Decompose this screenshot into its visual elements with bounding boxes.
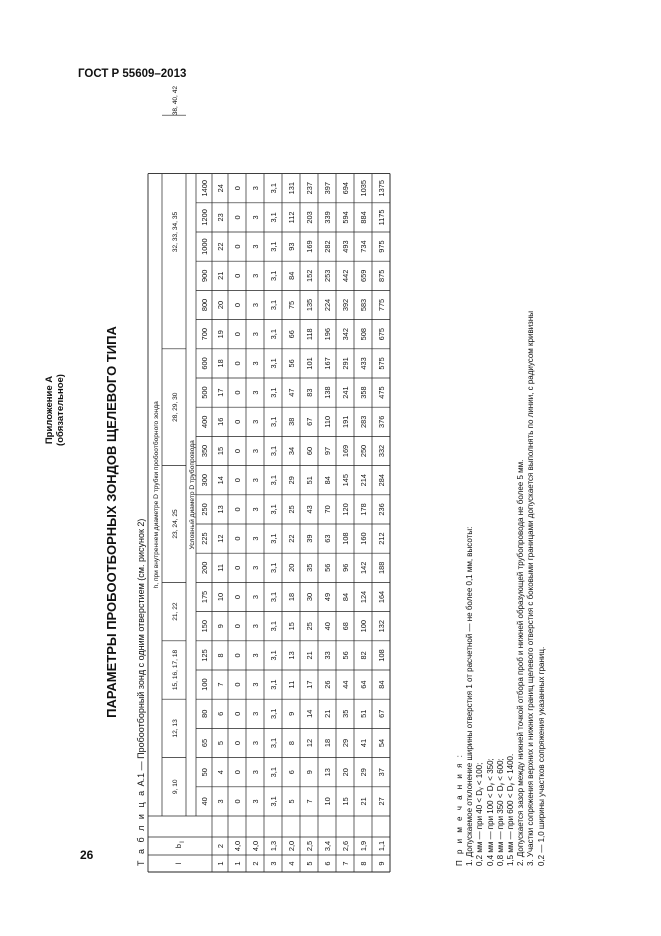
column-index: 14 [216, 476, 225, 485]
cell-value: 84 [341, 592, 350, 602]
row-number: 4 [287, 861, 296, 866]
cell-value: 132 [377, 620, 386, 633]
cell-value: 3 [251, 478, 260, 483]
cell-value: 13 [323, 768, 332, 777]
note-line: 0,8 мм — при 350 < Dᵧ < 600; [495, 758, 505, 866]
cell-value: 3 [251, 448, 260, 454]
dn-group-label: 28, 29, 30 [172, 392, 179, 422]
cell-value: 3 [251, 565, 260, 570]
cell-value: 975 [377, 240, 386, 253]
cell-value: 3 [251, 302, 260, 308]
dn-value: 900 [200, 269, 209, 282]
dn-group-label: 12, 13 [172, 719, 179, 738]
dn-group-label: 15, 16, 17, 18 [172, 649, 179, 691]
cell-value: 40 [323, 622, 332, 631]
column-index: 9 [216, 624, 225, 629]
cell-value: 3 [251, 682, 260, 687]
caption-text: А.1 — Пробоотборный зонд с одним отверстием (см. рисунок 2) [136, 518, 146, 789]
cell-value: 44 [341, 680, 350, 689]
cell-value: 49 [323, 592, 332, 602]
dn-group-label: 23, 24, 25 [172, 509, 179, 539]
cell-value: 112 [287, 211, 296, 224]
cell-value: 21 [305, 651, 314, 660]
column-b-subscript: l [179, 841, 186, 843]
dn-value: 40 [200, 797, 209, 806]
cell-value: 253 [323, 269, 332, 282]
cell-value: 14 [305, 709, 314, 718]
cell-value: 0 [233, 653, 242, 658]
cell-value: 17 [305, 680, 314, 689]
row-number: 7 [341, 861, 350, 866]
dn-value: 100 [200, 678, 209, 691]
cell-value: 3,1 [269, 241, 278, 252]
cell-value: 83 [305, 388, 314, 397]
cell-value: 433 [359, 357, 368, 370]
cell-value: 75 [287, 300, 296, 310]
page-number: 26 [80, 848, 94, 862]
dn-group-label: 38, 40, 42 [172, 85, 179, 116]
column-index: 23 [216, 213, 225, 222]
notes-heading: П р и м е ч а н и я : [455, 753, 464, 866]
row-number: 5 [305, 861, 314, 866]
cell-value: 93 [287, 242, 296, 251]
cell-value: 20 [287, 563, 296, 572]
cell-value: 3,1 [269, 796, 278, 807]
cell-value: 9 [305, 770, 314, 775]
cell-value: 3 [251, 361, 260, 366]
cell-value: 3,1 [269, 270, 278, 281]
cell-value: 70 [323, 505, 332, 514]
cell-value: 29 [359, 768, 368, 777]
dn-value: 800 [200, 298, 209, 312]
row-b-value: 2,6 [341, 840, 350, 852]
cell-value: 376 [377, 415, 386, 428]
cell-value: 3 [251, 711, 260, 716]
cell-value: 3,1 [269, 737, 278, 749]
group-header: h, при внутреннем диаметре D трубки пробоотборного зонда [153, 401, 160, 589]
cell-value: 0 [233, 799, 242, 804]
cell-value: 51 [359, 709, 368, 718]
cell-value: 3,1 [269, 329, 278, 340]
cell-value: 56 [341, 651, 350, 660]
cell-value: 39 [305, 534, 314, 543]
row-number: 9 [377, 861, 386, 866]
row-b-value: 1,1 [377, 840, 386, 852]
cell-value: 67 [377, 709, 386, 718]
cell-value: 33 [323, 651, 332, 660]
cell-value: 214 [359, 474, 368, 487]
cell-value: 493 [341, 240, 350, 253]
dn-value: 400 [200, 415, 209, 428]
cell-value: 283 [359, 415, 368, 428]
cell-value: 3 [251, 215, 260, 220]
note-line: 3. Участки сопряжения верхних и нижних границ щелевого отверстия с боковыми границами допускается выполнять по линии, с радиусом кривизны [526, 310, 536, 866]
rotated-content [104, 85, 546, 872]
note-line: 1,5 мм — при 600 < Dᵧ < 1400. [506, 753, 516, 866]
cell-value: 0 [233, 302, 242, 308]
column-index: 19 [216, 330, 225, 339]
cell-value: 3,1 [269, 679, 278, 690]
cell-value: 35 [305, 563, 314, 572]
dn-value: 500 [200, 386, 209, 399]
cell-value: 3 [251, 244, 260, 249]
column-index: 8 [216, 653, 225, 658]
cell-value: 282 [323, 240, 332, 253]
cell-value: 43 [305, 505, 314, 514]
cell-value: 25 [287, 505, 296, 514]
note-line: 1. Допускаемое отклонение ширины отверстия 1 от расчетной — не более 0,1 мм, высоты: [465, 526, 475, 866]
column-index: 6 [216, 711, 225, 716]
cell-value: 358 [359, 386, 368, 399]
cell-value: 110 [323, 415, 332, 428]
dn-group-label: 21, 22 [172, 602, 179, 621]
cell-value: 60 [305, 446, 314, 456]
cell-value: 659 [359, 269, 368, 282]
column-index: 16 [216, 417, 225, 426]
cell-value: 56 [323, 563, 332, 572]
cell-value: 138 [323, 386, 332, 399]
page-title: ПАРАМЕТРЫ ПРОБООТБОРНЫХ ЗОНДОВ ЩЕЛЕВОГО ТИПА [104, 326, 119, 718]
cell-value: 250 [359, 444, 368, 458]
cell-value: 236 [377, 503, 386, 516]
cell-value: 212 [377, 532, 386, 545]
cell-value: 0 [233, 448, 242, 454]
cell-value: 13 [287, 651, 296, 660]
cell-value: 224 [323, 298, 332, 312]
dn-value: 65 [200, 738, 209, 748]
cell-value: 64 [359, 680, 368, 689]
column-index: 24 [216, 184, 225, 193]
dn-value: 1200 [200, 209, 209, 226]
cell-value: 3 [251, 624, 260, 629]
cell-value: 135 [305, 298, 314, 312]
cell-value: 9 [287, 711, 296, 716]
cell-value: 108 [377, 649, 386, 662]
cell-value: 6 [287, 770, 296, 775]
cell-value: 54 [377, 738, 386, 748]
cell-value: 397 [323, 182, 332, 195]
cell-value: 3,1 [269, 504, 278, 515]
row-b-value: 4,0 [233, 840, 242, 852]
cell-value: 3 [251, 390, 260, 395]
cell-value: 3 [251, 419, 260, 424]
cell-value: 3 [251, 273, 260, 278]
row-b-value: 2,5 [305, 840, 314, 852]
cell-value: 237 [305, 182, 314, 195]
cell-value: 84 [377, 680, 386, 689]
cell-value: 0 [233, 273, 242, 278]
column-index: 2 [216, 843, 225, 849]
cell-value: 575 [377, 357, 386, 370]
column-index: 20 [216, 300, 225, 310]
cell-value: 3,1 [269, 212, 278, 223]
cell-value: 37 [377, 768, 386, 777]
row-number: 1 [233, 861, 242, 866]
dn-value: 350 [200, 444, 209, 458]
cell-value: 0 [233, 361, 242, 366]
note-line: 0,2 мм — при 40 < Dᵧ < 100; [475, 762, 485, 866]
dn-value: 80 [200, 709, 209, 718]
cell-value: 27 [377, 797, 386, 806]
cell-value: 3,1 [269, 387, 278, 398]
cell-value: 7 [305, 799, 314, 804]
column-index: 17 [216, 388, 225, 397]
cell-value: 12 [305, 738, 314, 748]
column-index: 5 [216, 740, 225, 746]
cell-value: 3 [251, 536, 260, 541]
dn-value: 250 [200, 503, 209, 516]
cell-value: 675 [377, 328, 386, 341]
column-index: 3 [216, 799, 225, 804]
cell-value: 26 [323, 680, 332, 689]
cell-value: 51 [305, 476, 314, 485]
caption-prefix: Т а б л и ц а [136, 788, 146, 866]
cell-value: 3 [251, 332, 260, 337]
dn-value: 1400 [200, 179, 209, 197]
cell-value: 694 [341, 182, 350, 195]
cell-value: 18 [287, 592, 296, 602]
cell-value: 3 [251, 799, 260, 804]
cell-value: 284 [377, 474, 386, 487]
cell-value: 47 [287, 388, 296, 397]
cell-value: 3,1 [269, 708, 278, 719]
cell-value: 0 [233, 536, 242, 541]
dn-value: 175 [200, 590, 209, 604]
cell-value: 508 [359, 328, 368, 341]
note-line: 0,4 мм — при 100 < Dᵧ < 350; [485, 758, 495, 866]
column-l-label: l [174, 862, 183, 865]
document-header: ГОСТ Р 55609–2013 [78, 68, 187, 80]
cell-value: 3,1 [269, 416, 278, 427]
cell-value: 291 [341, 357, 350, 370]
column-index: 18 [216, 359, 225, 368]
cell-value: 56 [287, 359, 296, 368]
column-index: 10 [216, 592, 225, 602]
cell-value: 196 [323, 328, 332, 341]
cell-value: 392 [341, 298, 350, 312]
cell-value: 0 [233, 565, 242, 570]
cell-value: 0 [233, 507, 242, 512]
cell-value: 3,1 [269, 650, 278, 661]
cell-value: 84 [323, 476, 332, 485]
dn-value: 125 [200, 649, 209, 662]
cell-value: 775 [377, 298, 386, 312]
dn-value: 225 [200, 532, 209, 545]
column-index: 22 [216, 242, 225, 251]
column-index: 21 [216, 271, 225, 280]
appendix-block [44, 350, 66, 470]
cell-value: 0 [233, 682, 242, 687]
row-b-value: 4,0 [251, 840, 260, 852]
row-b-value: 1,9 [359, 840, 368, 852]
cell-value: 118 [305, 328, 314, 341]
cell-value: 3,1 [269, 475, 278, 486]
cell-value: 0 [233, 419, 242, 424]
cell-value: 38 [287, 417, 296, 426]
cell-value: 875 [377, 269, 386, 282]
row-number: 2 [251, 861, 260, 866]
cell-value: 3 [251, 740, 260, 746]
cell-value: 203 [305, 211, 314, 224]
cell-value: 18 [323, 738, 332, 748]
cell-value: 25 [305, 622, 314, 631]
cell-value: 0 [233, 711, 242, 716]
cell-value: 82 [359, 651, 368, 660]
cell-value: 108 [341, 532, 350, 545]
table-caption [136, 519, 146, 866]
cell-value: 152 [305, 269, 314, 282]
cell-value: 29 [341, 738, 350, 748]
cell-value: 3 [251, 770, 260, 775]
cell-value: 124 [359, 590, 368, 604]
cell-value: 21 [323, 709, 332, 718]
cell-value: 0 [233, 215, 242, 220]
cell-value: 96 [341, 563, 350, 572]
cell-value: 142 [359, 561, 368, 574]
cell-value: 3 [251, 186, 260, 191]
cell-value: 442 [341, 269, 350, 282]
cell-value: 3,1 [269, 299, 278, 311]
cell-value: 3,1 [269, 533, 278, 544]
row-number: 8 [359, 861, 368, 866]
cell-value: 101 [305, 357, 314, 370]
row-number: 6 [323, 861, 332, 866]
cell-value: 34 [287, 446, 296, 456]
cell-value: 164 [377, 590, 386, 604]
dn-value: 150 [200, 620, 209, 633]
cell-value: 339 [323, 211, 332, 224]
cell-value: 120 [341, 503, 350, 516]
cell-value: 15 [341, 797, 350, 806]
cell-value: 22 [287, 534, 296, 543]
cell-value: 169 [341, 444, 350, 458]
note-line: 0,2 — 1,0 ширины участков сопряжения указанных границ. [536, 646, 546, 866]
cell-value: 0 [233, 624, 242, 629]
cell-value: 30 [305, 592, 314, 602]
cell-value: 8 [287, 740, 296, 746]
cell-value: 1035 [359, 179, 368, 197]
cell-value: 41 [359, 738, 368, 748]
cell-value: 67 [305, 417, 314, 426]
row-b-value: 1,3 [269, 840, 278, 852]
dn-value: 1000 [200, 238, 209, 255]
column-b-label: b [174, 843, 183, 849]
cell-value: 68 [341, 622, 350, 631]
row-b-value: 2,0 [287, 840, 296, 852]
cell-value: 0 [233, 594, 242, 600]
cell-value: 167 [323, 357, 332, 370]
cell-value: 1175 [377, 209, 386, 226]
cell-value: 0 [233, 770, 242, 775]
cell-value: 342 [341, 328, 350, 341]
cell-value: 160 [359, 532, 368, 545]
dn-value: 50 [200, 768, 209, 777]
appendix-title: Приложение А [44, 375, 55, 445]
cell-value: 191 [341, 415, 350, 428]
cell-value: 734 [359, 240, 368, 253]
cell-value: 3 [251, 594, 260, 600]
cell-value: 63 [323, 534, 332, 543]
cell-value: 3,1 [269, 591, 278, 603]
cell-value: 3,1 [269, 767, 278, 778]
cell-value: 29 [287, 476, 296, 485]
cell-value: 3,1 [269, 621, 278, 632]
dn-value: 200 [200, 561, 209, 574]
cell-value: 145 [341, 474, 350, 487]
cell-value: 188 [377, 561, 386, 574]
sub-header: Условный диаметр D трубопровода [189, 440, 196, 550]
cell-value: 84 [287, 271, 296, 280]
cell-value: 3,1 [269, 183, 278, 194]
cell-value: 97 [323, 446, 332, 456]
cell-value: 475 [377, 386, 386, 399]
cell-value: 66 [287, 330, 296, 339]
cell-value: 3,1 [269, 562, 278, 573]
dn-value: 700 [200, 328, 209, 341]
column-index: 15 [216, 446, 225, 456]
cell-value: 583 [359, 298, 368, 312]
dn-value: 300 [200, 474, 209, 487]
dn-group-label: 32, 33, 34, 35 [172, 211, 179, 253]
dn-value: 600 [200, 357, 209, 370]
cell-value: 1375 [377, 179, 386, 197]
column-index: 11 [216, 563, 225, 572]
cell-value: 100 [359, 620, 368, 633]
row-number: 3 [269, 861, 278, 866]
cell-value: 0 [233, 186, 242, 191]
column-index: 1 [216, 861, 225, 866]
cell-value: 11 [287, 680, 296, 689]
column-index: 13 [216, 505, 225, 514]
cell-value: 5 [287, 799, 296, 804]
cell-value: 169 [305, 240, 314, 253]
note-line: 2. Допускается зазор между нижней точкой отбора проб и нижней образующей трубопровода не более 5 мм. [516, 459, 526, 866]
cell-value: 10 [323, 797, 332, 806]
row-b-value: 3,4 [323, 840, 332, 852]
cell-value: 35 [341, 709, 350, 718]
cell-value: 3 [251, 653, 260, 658]
cell-value: 0 [233, 332, 242, 337]
cell-value: 0 [233, 478, 242, 483]
dn-group-label: 9, 10 [172, 779, 179, 795]
cell-value: 241 [341, 386, 350, 399]
cell-value: 0 [233, 740, 242, 746]
cell-value: 0 [233, 244, 242, 249]
cell-value: 3,1 [269, 358, 278, 369]
cell-value: 131 [287, 182, 296, 195]
notes-block [455, 176, 547, 866]
column-index: 4 [216, 770, 225, 775]
column-index: 12 [216, 534, 225, 543]
cell-value: 3,1 [269, 445, 278, 457]
cell-value: 15 [287, 622, 296, 631]
column-index: 7 [216, 682, 225, 687]
cell-value: 332 [377, 444, 386, 458]
cell-value: 0 [233, 390, 242, 395]
cell-value: 884 [359, 211, 368, 224]
cell-value: 3 [251, 507, 260, 512]
appendix-status: (обязательное) [55, 374, 66, 446]
cell-value: 20 [341, 768, 350, 777]
cell-value: 21 [359, 797, 368, 806]
cell-value: 178 [359, 503, 368, 516]
cell-value: 594 [341, 211, 350, 224]
